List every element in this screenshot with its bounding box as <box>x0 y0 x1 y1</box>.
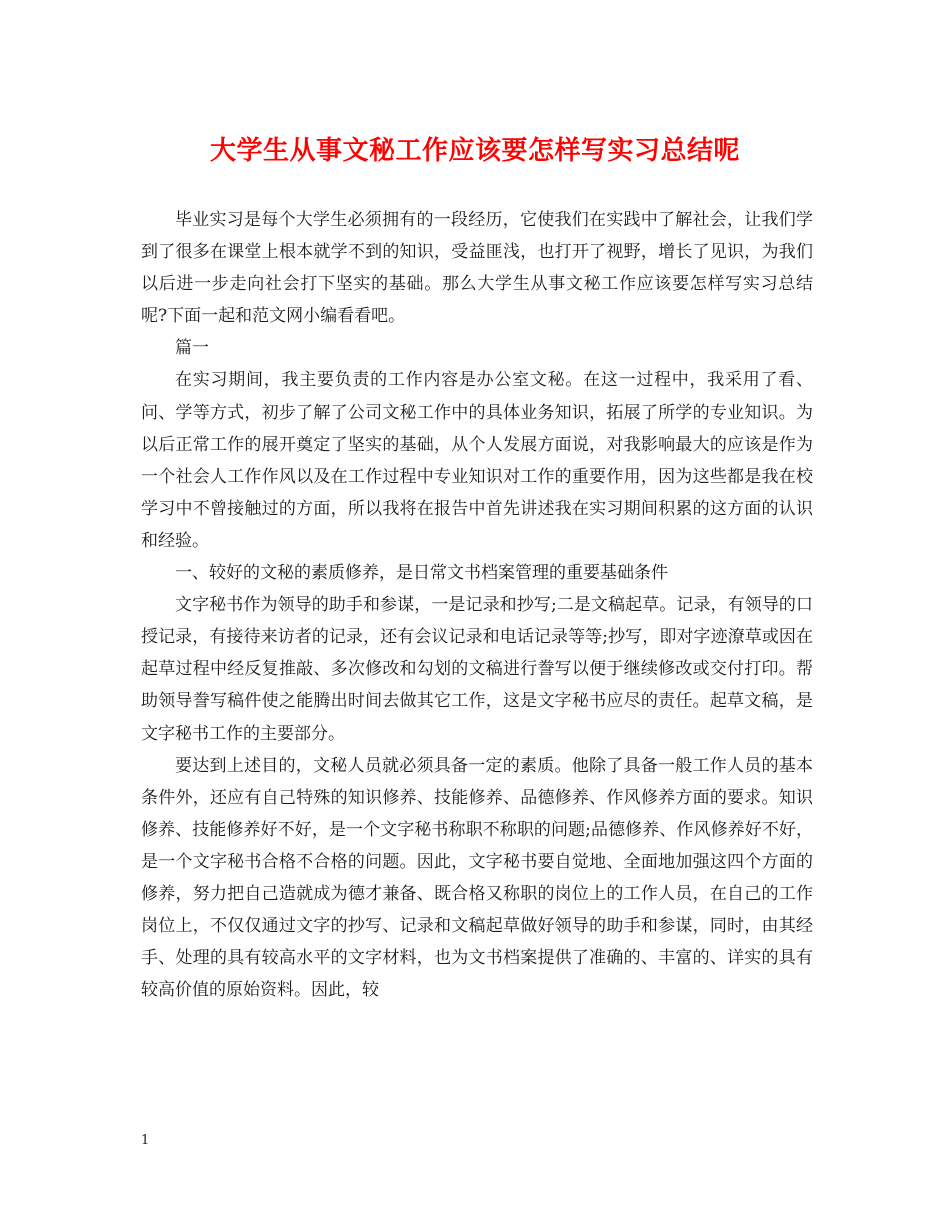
paragraph-heading-one: 一、较好的文秘的素质修养，是日常文书档案管理的重要基础条件 <box>175 563 668 584</box>
paragraph-intro: 毕业实习是每个大学生必须拥有的一段经历，它使我们在实践中了解社会，让我们学到了很多在课堂上根本就学不到的知识，受益匪浅，也打开了视野，增长了见识，为我们以后进一步走向社会打下坚实的基础。那么大学生从事文秘工作应该要怎样写实习总结呢?下面一起和范文网小编看看吧。 <box>141 210 813 327</box>
paragraph-secretary-role: 文字秘书作为领导的助手和参谋，一是记录和抄写;二是文稿起草。记录，有领导的口授记录，有接待来访者的记录，还有会议记录和电话记录等等;抄写，即对字迹潦草或因在起草过程中经反复推敲、多次修改和勾划的文稿进行誊写以便于继续修改或交付打印。帮助领导誊写稿件使之能腾出时间去做其它工作，这是文字秘书应尽的责任。起草文稿，是文字秘书工作的主要部分。 <box>141 595 813 744</box>
paragraph-secretary-qualities: 要达到上述目的，文秘人员就必须具备一定的素质。他除了具备一般工作人员的基本条件外，还应有自己特殊的知识修养、技能修养、品德修养、作风修养方面的要求。知识修养、技能修养好不好，是一个文字秘书称职不称职的问题;品德修养、作风修养好不好，是一个文字秘书合格不合格的问题。因此，文字秘书要自觉地、全面地加强这四个方面的修养，努力把自己造就成为德才兼备、既合格又称职的岗位上的工作人员，在自己的工作岗位上，不仅仅通过文字的抄写、记录和文稿起草做好领导的助手和参谋，同时，由其经手、处理的具有较高水平的文字材料，也为文书档案提供了准确的、丰富的、详实的具有较高价值的原始资料。因此，较 <box>141 755 813 1001</box>
paragraph-internship-duties: 在实习期间，我主要负责的工作内容是办公室文秘。在这一过程中，我采用了看、问、学等方式，初步了解了公司文秘工作中的具体业务知识，拓展了所学的专业知识。为以后正常工作的展开奠定了坚实的基础，从个人发展方面说，对我影响最大的应该是作为一个社会人工作作风以及在工作过程中专业知识对工作的重要作用，因为这些都是我在校学习中不曾接触过的方面，所以我将在报告中首先讲述我在实习期间积累的这方面的认识和经验。 <box>141 370 813 551</box>
page-number: 1 <box>141 1133 150 1148</box>
document-title: 大学生从事文秘工作应该要怎样写实习总结呢 <box>209 136 740 166</box>
paragraph-section-label: 篇一 <box>175 338 209 359</box>
document-body <box>141 204 813 1006</box>
